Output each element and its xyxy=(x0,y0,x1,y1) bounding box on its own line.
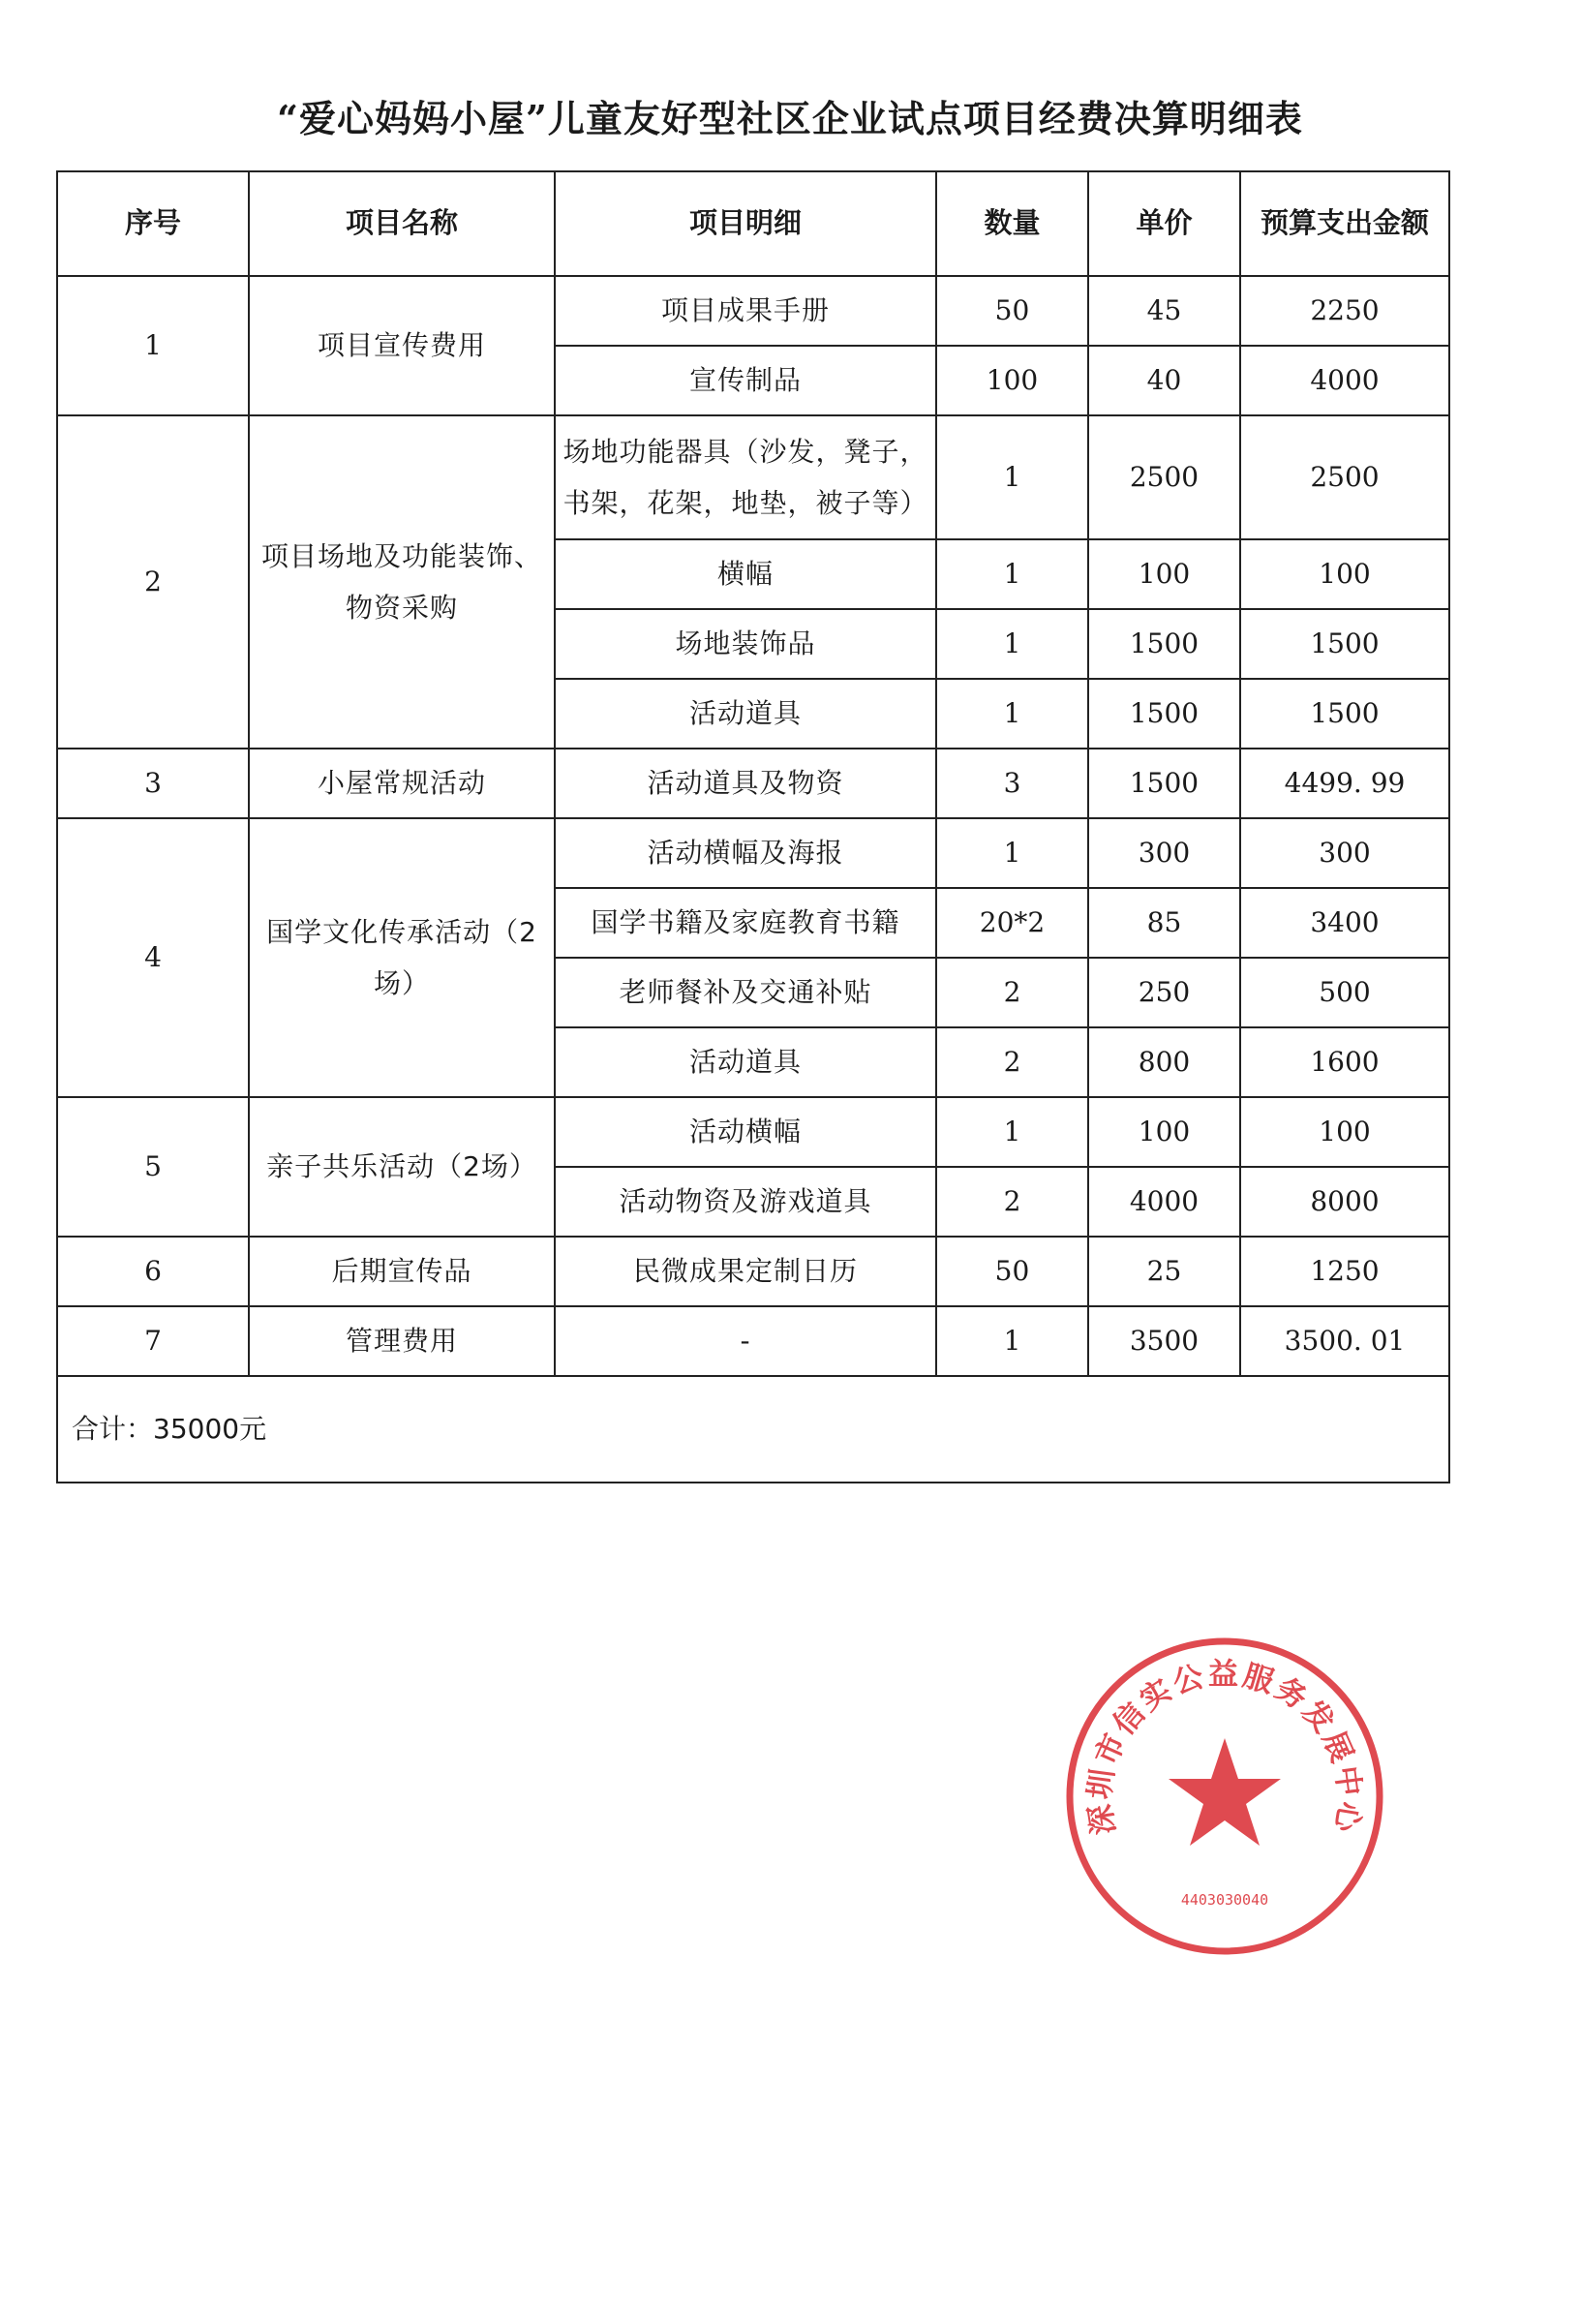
cell-detail: 老师餐补及交通补贴 xyxy=(555,958,936,1027)
cell-detail: 横幅 xyxy=(555,539,936,609)
cell-quantity: 2 xyxy=(936,958,1088,1027)
header-seq: 序号 xyxy=(57,171,249,276)
total-row xyxy=(57,1376,1449,1483)
cell-amount: 500 xyxy=(1240,958,1449,1027)
header-row xyxy=(57,171,1449,276)
cell-detail: 项目成果手册 xyxy=(555,276,936,346)
budget-table xyxy=(56,170,1450,1483)
cell-seq: 3 xyxy=(57,749,249,818)
cell-seq: 5 xyxy=(57,1097,249,1237)
cell-unit-price: 800 xyxy=(1088,1027,1240,1097)
table-row xyxy=(57,415,1449,539)
cell-unit-price: 85 xyxy=(1088,888,1240,958)
cell-unit-price: 1500 xyxy=(1088,609,1240,679)
cell-quantity: 2 xyxy=(936,1027,1088,1097)
header-amount: 预算支出金额 xyxy=(1240,171,1449,276)
cell-amount: 4499. 99 xyxy=(1240,749,1449,818)
cell-seq: 7 xyxy=(57,1306,249,1376)
cell-unit-price: 40 xyxy=(1088,346,1240,415)
cell-quantity: 100 xyxy=(936,346,1088,415)
cell-project-name: 项目场地及功能装饰、物资采购 xyxy=(249,415,555,749)
cell-project-name: 国学文化传承活动（2场） xyxy=(249,818,555,1097)
cell-seq: 4 xyxy=(57,818,249,1097)
header-quantity: 数量 xyxy=(936,171,1088,276)
table-row xyxy=(57,749,1449,818)
cell-quantity: 1 xyxy=(936,679,1088,749)
official-seal xyxy=(1060,1632,1389,1961)
cell-amount: 1250 xyxy=(1240,1237,1449,1306)
seal-text: 深圳市信实公益服务发展中心 xyxy=(1082,1657,1367,1838)
cell-unit-price: 45 xyxy=(1088,276,1240,346)
table-row xyxy=(57,1097,1449,1167)
cell-amount: 1500 xyxy=(1240,679,1449,749)
cell-quantity: 1 xyxy=(936,1306,1088,1376)
cell-seq: 1 xyxy=(57,276,249,415)
cell-quantity: 3 xyxy=(936,749,1088,818)
cell-project-name: 后期宣传品 xyxy=(249,1237,555,1306)
cell-quantity: 50 xyxy=(936,1237,1088,1306)
cell-detail: 场地装饰品 xyxy=(555,609,936,679)
table-row xyxy=(57,1237,1449,1306)
cell-unit-price: 4000 xyxy=(1088,1167,1240,1237)
total-cell: 合计：35000元 xyxy=(57,1376,1449,1483)
cell-quantity: 1 xyxy=(936,609,1088,679)
cell-quantity: 2 xyxy=(936,1167,1088,1237)
cell-unit-price: 1500 xyxy=(1088,679,1240,749)
seal-ring xyxy=(1070,1641,1380,1951)
cell-quantity: 1 xyxy=(936,1097,1088,1167)
cell-project-name: 小屋常规活动 xyxy=(249,749,555,818)
cell-seq: 2 xyxy=(57,415,249,749)
cell-unit-price: 2500 xyxy=(1088,415,1240,539)
table-row xyxy=(57,1306,1449,1376)
header-unit-price: 单价 xyxy=(1088,171,1240,276)
cell-detail: 活动横幅及海报 xyxy=(555,818,936,888)
cell-amount: 4000 xyxy=(1240,346,1449,415)
cell-detail: 宣传制品 xyxy=(555,346,936,415)
cell-detail: 国学书籍及家庭教育书籍 xyxy=(555,888,936,958)
cell-detail: 场地功能器具（沙发，凳子，书架，花架，地垫，被子等） xyxy=(555,415,936,539)
cell-quantity: 50 xyxy=(936,276,1088,346)
table-row xyxy=(57,276,1449,346)
cell-unit-price: 3500 xyxy=(1088,1306,1240,1376)
header-project-name: 项目名称 xyxy=(249,171,555,276)
cell-quantity: 1 xyxy=(936,415,1088,539)
cell-amount: 100 xyxy=(1240,1097,1449,1167)
cell-detail: 活动道具 xyxy=(555,1027,936,1097)
cell-unit-price: 300 xyxy=(1088,818,1240,888)
cell-amount: 100 xyxy=(1240,539,1449,609)
cell-amount: 1500 xyxy=(1240,609,1449,679)
cell-detail: 活动道具及物资 xyxy=(555,749,936,818)
cell-project-name: 管理费用 xyxy=(249,1306,555,1376)
cell-amount: 2500 xyxy=(1240,415,1449,539)
cell-amount: 3400 xyxy=(1240,888,1449,958)
cell-unit-price: 100 xyxy=(1088,1097,1240,1167)
seal-number: 4403030040 xyxy=(1180,1891,1269,1909)
table-row xyxy=(57,818,1449,888)
cell-amount: 3500. 01 xyxy=(1240,1306,1449,1376)
cell-detail: 民微成果定制日历 xyxy=(555,1237,936,1306)
cell-seq: 6 xyxy=(57,1237,249,1306)
cell-detail: 活动道具 xyxy=(555,679,936,749)
seal-star-icon xyxy=(1169,1738,1281,1846)
document-title: “爱心妈妈小屋”儿童友好型社区企业试点项目经费决算明细表 xyxy=(277,97,1303,140)
cell-amount: 8000 xyxy=(1240,1167,1449,1237)
cell-detail: - xyxy=(555,1306,936,1376)
header-detail: 项目明细 xyxy=(555,171,936,276)
cell-amount: 1600 xyxy=(1240,1027,1449,1097)
table-body xyxy=(57,276,1449,1376)
cell-project-name: 亲子共乐活动（2场） xyxy=(249,1097,555,1237)
cell-quantity: 1 xyxy=(936,539,1088,609)
cell-unit-price: 25 xyxy=(1088,1237,1240,1306)
cell-unit-price: 100 xyxy=(1088,539,1240,609)
cell-amount: 300 xyxy=(1240,818,1449,888)
cell-project-name: 项目宣传费用 xyxy=(249,276,555,415)
cell-detail: 活动物资及游戏道具 xyxy=(555,1167,936,1237)
cell-unit-price: 250 xyxy=(1088,958,1240,1027)
cell-quantity: 1 xyxy=(936,818,1088,888)
cell-quantity: 20*2 xyxy=(936,888,1088,958)
cell-amount: 2250 xyxy=(1240,276,1449,346)
cell-unit-price: 1500 xyxy=(1088,749,1240,818)
cell-detail: 活动横幅 xyxy=(555,1097,936,1167)
